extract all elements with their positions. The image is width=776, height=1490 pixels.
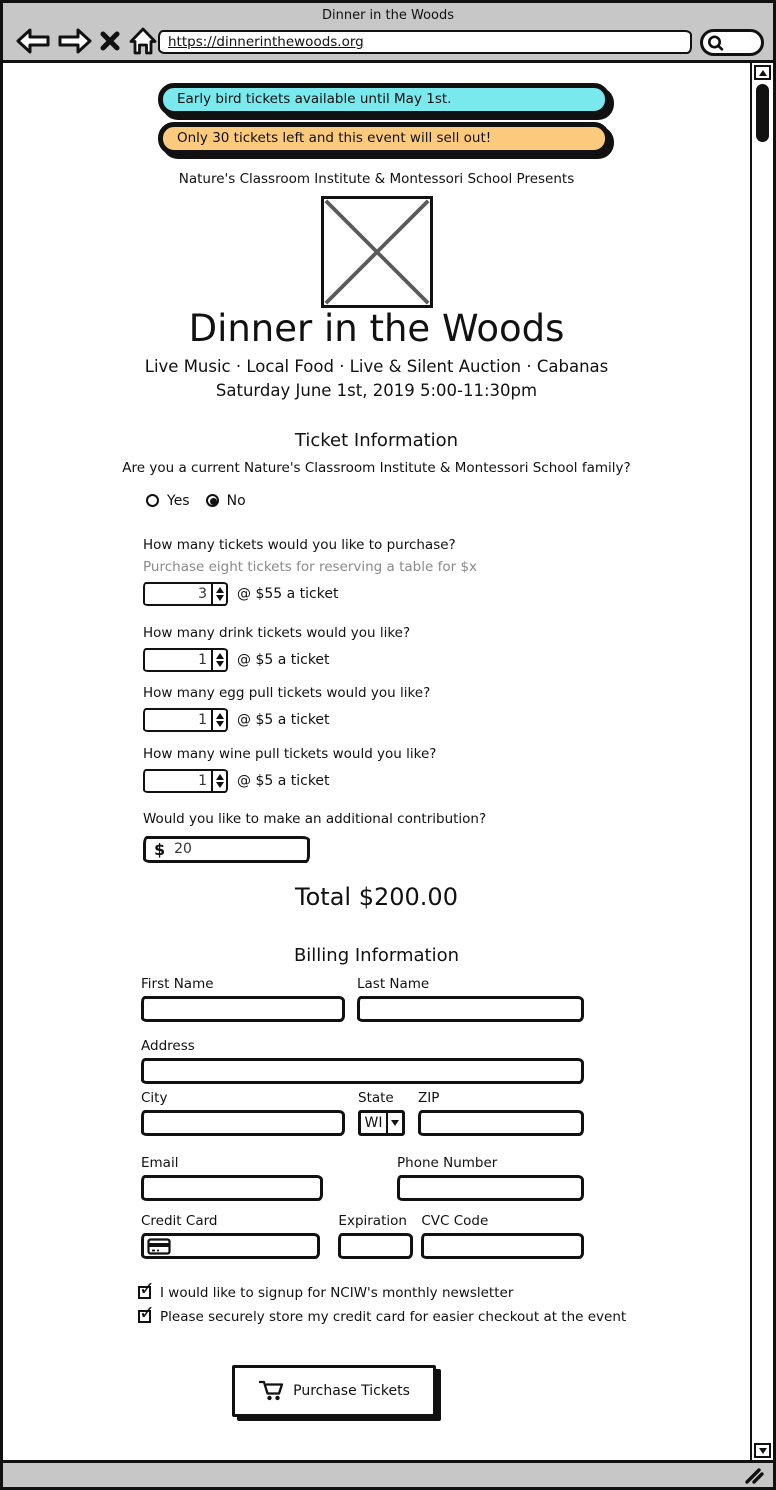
drink-qty-label: How many drink tickets would you like? <box>143 624 411 641</box>
egg-pull-qty-label: How many egg pull tickets would you like? <box>143 684 431 701</box>
zip-label: ZIP <box>418 1089 440 1106</box>
wine-pull-qty-group <box>143 746 750 793</box>
stop-x-icon <box>99 28 121 54</box>
radio-yes[interactable] <box>146 494 159 507</box>
egg-pull-price-label: @ $5 a ticket <box>237 711 330 728</box>
drink-qty-group <box>143 625 750 672</box>
stepper-arrows-icon[interactable] <box>211 771 226 791</box>
contribution-field-wrap <box>143 836 310 863</box>
purchase-tickets-button[interactable] <box>232 1365 436 1417</box>
resize-grip-icon <box>743 1467 765 1485</box>
scroll-up-button[interactable] <box>754 65 771 80</box>
store-card-checkbox-label: Please securely store my credit card for easier checkout at the event <box>160 1308 627 1325</box>
store-card-checkbox[interactable] <box>138 1310 151 1323</box>
consent-checkboxes <box>138 1285 750 1325</box>
stepper-arrows-icon[interactable] <box>211 584 226 604</box>
city-field[interactable] <box>141 1110 345 1136</box>
egg-pull-qty-group <box>143 685 750 732</box>
wine-pull-qty-input[interactable] <box>145 771 211 791</box>
newsletter-checkbox-row[interactable] <box>138 1285 750 1301</box>
window-footer <box>3 1460 773 1487</box>
back-button[interactable] <box>15 27 51 55</box>
scroll-down-icon <box>759 1448 767 1454</box>
currency-symbol: $ <box>154 839 166 859</box>
wine-pull-qty-label: How many wine pull tickets would you like? <box>143 745 437 762</box>
purchase-tickets-label: Purchase Tickets <box>293 1382 410 1399</box>
page-content <box>3 63 750 1417</box>
search-box[interactable] <box>700 29 764 56</box>
browser-nav <box>15 26 159 56</box>
newsletter-checkbox[interactable] <box>138 1286 151 1299</box>
forward-arrow-icon <box>57 27 93 55</box>
wine-pull-qty-stepper <box>143 769 228 793</box>
store-card-checkbox-row[interactable] <box>138 1309 750 1325</box>
chevron-down-icon <box>386 1113 402 1133</box>
family-radio-group <box>146 493 750 509</box>
credit-card-label: Credit Card <box>141 1212 218 1229</box>
back-arrow-icon <box>15 27 51 55</box>
table-reservation-hint: Purchase eight tickets for reserving a table for $x <box>143 558 478 575</box>
radio-no-label: No <box>226 492 246 509</box>
drink-qty-stepper <box>143 648 228 672</box>
billing-form <box>141 976 584 1259</box>
stop-button[interactable] <box>99 28 121 54</box>
event-datetime: Saturday June 1st, 2019 5:00-11:30pm <box>215 380 538 400</box>
scroll-up-icon <box>759 70 767 76</box>
credit-card-icon <box>147 1237 171 1256</box>
cvc-field[interactable] <box>421 1233 584 1259</box>
billing-heading: Billing Information <box>293 944 460 966</box>
ticket-qty-group <box>143 537 750 606</box>
presents-line: Nature's Classroom Institute & Montessori School Presents <box>178 171 575 187</box>
forward-button[interactable] <box>57 27 93 55</box>
family-question: Are you a current Nature's Classroom Institute & Montessori School family? <box>122 459 631 476</box>
ticket-qty-stepper <box>143 582 228 606</box>
contribution-group <box>143 811 750 863</box>
home-button[interactable] <box>127 26 159 56</box>
city-label: City <box>141 1089 168 1106</box>
search-icon <box>706 33 726 53</box>
last-name-label: Last Name <box>357 975 430 992</box>
url-input[interactable] <box>158 30 692 54</box>
event-subtitle: Live Music · Local Food · Live & Silent Auction · Cabanas <box>144 356 609 376</box>
page-viewport <box>3 63 773 1460</box>
vertical-scrollbar <box>750 63 773 1460</box>
scroll-down-button[interactable] <box>754 1443 771 1458</box>
wine-pull-price-label: @ $5 a ticket <box>237 772 330 789</box>
ticket-qty-input[interactable] <box>145 584 211 604</box>
email-label: Email <box>141 1154 179 1171</box>
drink-qty-input[interactable] <box>145 650 211 670</box>
email-field[interactable] <box>141 1175 323 1201</box>
stepper-arrows-icon[interactable] <box>211 710 226 730</box>
event-image-placeholder <box>321 196 433 308</box>
egg-pull-qty-stepper <box>143 708 228 732</box>
order-total: Total $200.00 <box>295 882 458 911</box>
radio-no[interactable] <box>206 494 219 507</box>
contribution-label: Would you like to make an additional contribution? <box>143 810 487 827</box>
window-title: Dinner in the Woods <box>321 8 455 23</box>
expiration-field[interactable] <box>338 1233 413 1259</box>
state-select[interactable] <box>358 1110 405 1136</box>
scrollbar-thumb[interactable] <box>756 84 769 142</box>
shopping-cart-icon <box>258 1379 284 1402</box>
ticket-qty-label: How many tickets would you like to purchase? <box>143 536 456 553</box>
egg-pull-qty-input[interactable] <box>145 710 211 730</box>
phone-label: Phone Number <box>397 1154 498 1171</box>
ticket-info-heading: Ticket Information <box>294 429 459 451</box>
drink-price-label: @ $5 a ticket <box>237 651 330 668</box>
address-field[interactable] <box>141 1058 584 1084</box>
state-selected-value: WI <box>364 1114 383 1131</box>
cvc-label: CVC Code <box>421 1212 489 1229</box>
state-label: State <box>358 1089 394 1106</box>
first-name-field[interactable] <box>141 996 345 1022</box>
radio-yes-label: Yes <box>167 492 190 509</box>
first-name-label: First Name <box>141 975 214 992</box>
address-label: Address <box>141 1037 195 1054</box>
last-name-field[interactable] <box>357 996 584 1022</box>
banner-early-bird: Early bird tickets available until May 1st. <box>158 83 610 116</box>
newsletter-checkbox-label: I would like to signup for NCIW's monthly newsletter <box>160 1284 514 1301</box>
ticket-price-label: @ $55 a ticket <box>237 585 339 602</box>
banner-scarcity: Only 30 tickets left and this event will sell out! <box>158 122 610 155</box>
resize-handle[interactable] <box>743 1467 765 1485</box>
page-title: Dinner in the Woods <box>188 307 565 350</box>
contribution-input[interactable] <box>172 840 307 858</box>
browser-chrome <box>3 3 773 63</box>
zip-field[interactable] <box>418 1110 584 1136</box>
home-icon <box>127 26 159 56</box>
phone-field[interactable] <box>397 1175 584 1201</box>
stepper-arrows-icon[interactable] <box>211 650 226 670</box>
expiration-label: Expiration <box>338 1212 407 1229</box>
